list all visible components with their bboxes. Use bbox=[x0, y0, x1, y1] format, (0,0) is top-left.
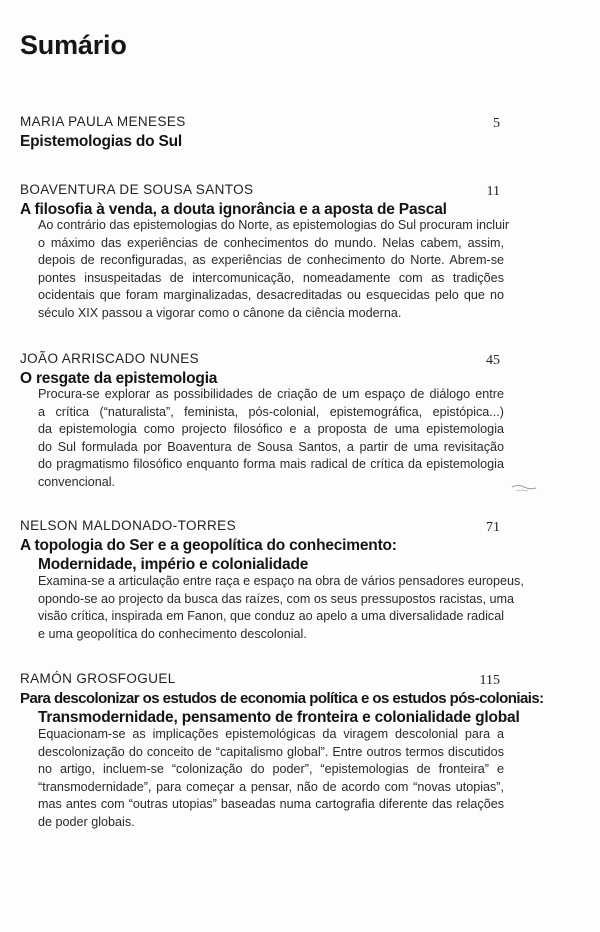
abstract-line: de poder globais. bbox=[38, 814, 135, 829]
abstract-line: mas antes com “outras utopias” baseadas numa cartografia diferente das relações bbox=[38, 797, 504, 812]
entry-author: NELSON MALDONADO-TORRES bbox=[20, 518, 236, 533]
abstract-line: pontes insuspeitadas de intercomunicação, nomeadamente com as tradições bbox=[38, 270, 504, 285]
abstract-line: convencional. bbox=[38, 474, 116, 489]
abstract-line: do Sul formulada por Boaventura de Sousa Santos, a partir de uma revisitação bbox=[38, 439, 504, 454]
entry-title: A topologia do Ser e a geopolítica do conhecimento: bbox=[20, 537, 397, 554]
entry-abstract bbox=[38, 573, 524, 643]
entry-abstract bbox=[38, 217, 510, 323]
entry-title: Para descolonizar os estudos de economia política e os estudos pós-coloniais: bbox=[20, 690, 544, 707]
abstract-line: no artigo, incluem-se “colonização do poder”, “epistemologias de fronteira” e bbox=[38, 762, 504, 777]
entry-author: BOAVENTURA DE SOUSA SANTOS bbox=[20, 182, 254, 197]
abstract-line: Procura-se explorar as possibilidades de criação de um espaço de diálogo entre bbox=[38, 387, 504, 401]
abstract-line: visão crítica, inspirada em Fanon, que conduz ao apelo a uma diversalidade radical bbox=[38, 609, 504, 624]
entry-subtitle: Transmodernidade, pensamento de fronteira e colonialidade global bbox=[38, 709, 520, 726]
entry-author: MARIA PAULA MENESES bbox=[20, 114, 186, 129]
entry-author: JOÃO ARRISCADO NUNES bbox=[20, 351, 200, 366]
abstract-line: e uma geopolítica do conhecimento descolonial. bbox=[38, 626, 307, 641]
abstract-line: depois de reconfiguradas, as experiências de conhecimento do Norte. Abrem-se bbox=[38, 253, 504, 268]
entry-page-number: 71 bbox=[486, 520, 500, 535]
abstract-line: Equacionam-se as implicações epistemológicas da viragem descolonial para a bbox=[38, 727, 504, 741]
entry-page-number: 5 bbox=[493, 116, 500, 131]
entry-title: A filosofia à venda, a douta ignorância e a aposta de Pascal bbox=[20, 201, 447, 218]
abstract-line: opondo-se ao projecto da busca das raízes, com os seus pressupostos racistas, uma bbox=[38, 591, 515, 606]
entry-abstract bbox=[38, 386, 504, 492]
abstract-line: século XIX passou a vigorar como o cânone da ciência moderna. bbox=[38, 305, 402, 320]
abstract-line: Ao contrário das epistemologias do Norte, as epistemologias do Sul procuram incluir bbox=[38, 218, 510, 232]
entry-page-number: 11 bbox=[486, 184, 500, 199]
pencil-scribble bbox=[510, 478, 540, 496]
abstract-line: Examina-se a articulação entre raça e espaço na obra de vários pensadores europeus, bbox=[38, 574, 524, 588]
entry-abstract bbox=[38, 726, 504, 832]
abstract-line: da epistemologia como projecto filosófico e a proposta de uma epistemologia bbox=[38, 422, 504, 437]
entry-page-number: 115 bbox=[479, 673, 500, 688]
entry-title: O resgate da epistemologia bbox=[20, 370, 218, 387]
abstract-line: a crítica (“naturalista”, feminista, pós-colonial, epistemográfica, epistópica...) bbox=[38, 404, 504, 419]
entry-page-number: 45 bbox=[486, 353, 500, 368]
page-title: Sumário bbox=[20, 30, 127, 60]
entry-author: RAMÓN GROSFOGUEL bbox=[20, 671, 176, 686]
abstract-line: descolonização do conceito de “capitalismo global”. Entre outros termos discutidos bbox=[38, 744, 504, 759]
entry-title: Epistemologias do Sul bbox=[20, 133, 183, 150]
entry-subtitle: Modernidade, império e colonialidade bbox=[38, 556, 309, 573]
abstract-line: o máximo das experiências de conhecimentos do mundo. Nelas cabem, assim, bbox=[38, 235, 504, 250]
abstract-line: do pragmatismo filosófico enquanto forma mais radical de crítica da epistemologia bbox=[38, 457, 504, 472]
abstract-line: “transmodernidade”, para começar a pensar, não de acordo com “novas utopias”, bbox=[38, 779, 504, 794]
abstract-line: ocidentais que foram marginalizadas, desacreditadas ou esquecidas pelo que no bbox=[38, 288, 504, 303]
